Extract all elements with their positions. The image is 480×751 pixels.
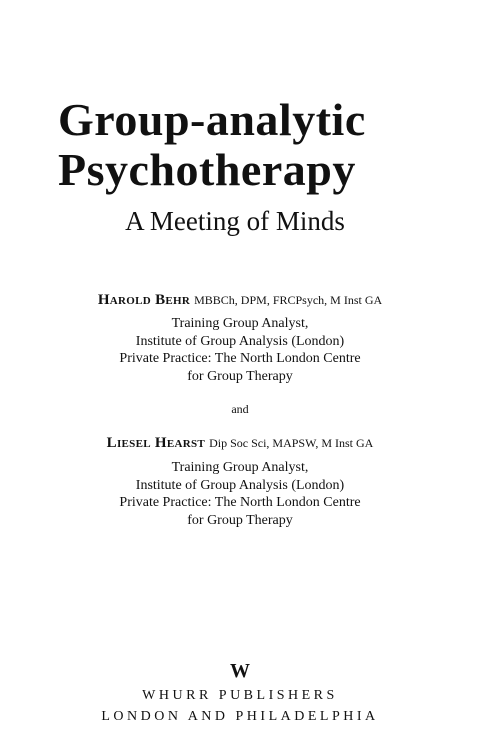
author-2-heading xyxy=(0,434,480,452)
author-1-name: Harold Behr xyxy=(97,292,191,308)
author-1-credentials: MBBCh, DPM, FRCPsych, M Inst GA xyxy=(194,293,383,307)
publisher-name: WHURR PUBLISHERS xyxy=(142,688,338,703)
publisher-location: LONDON AND PHILADELPHIA xyxy=(101,709,379,724)
affiliation-line: Private Practice: The North London Centre xyxy=(119,351,361,366)
author-1-heading xyxy=(0,291,480,309)
subtitle-text: A Meeting of Minds xyxy=(125,206,345,236)
publisher-logo: W xyxy=(230,660,250,682)
author-1-affiliation xyxy=(0,315,480,385)
affiliation-line: for Group Therapy xyxy=(187,512,293,528)
affiliation-line: Private Practice: The North London Centre xyxy=(119,495,361,510)
book-title-line-1: Group-analytic xyxy=(58,94,366,145)
affiliation-line: Training Group Analyst, xyxy=(171,316,309,331)
conjunction-and: and xyxy=(231,402,249,416)
book-title-line-2: Psychotherapy xyxy=(58,144,356,195)
author-2-credentials: Dip Soc Sci, MAPSW, M Inst GA xyxy=(209,436,374,450)
author-2-affiliation xyxy=(0,459,480,529)
affiliation-line: Training Group Analyst, xyxy=(171,460,309,475)
affiliation-line: Institute of Group Analysis (London) xyxy=(135,477,345,493)
book-subtitle xyxy=(0,206,480,237)
author-2-name: Liesel Hearst xyxy=(106,435,206,451)
affiliation-line: Institute of Group Analysis (London) xyxy=(135,333,345,349)
affiliation-line: for Group Therapy xyxy=(187,368,293,384)
